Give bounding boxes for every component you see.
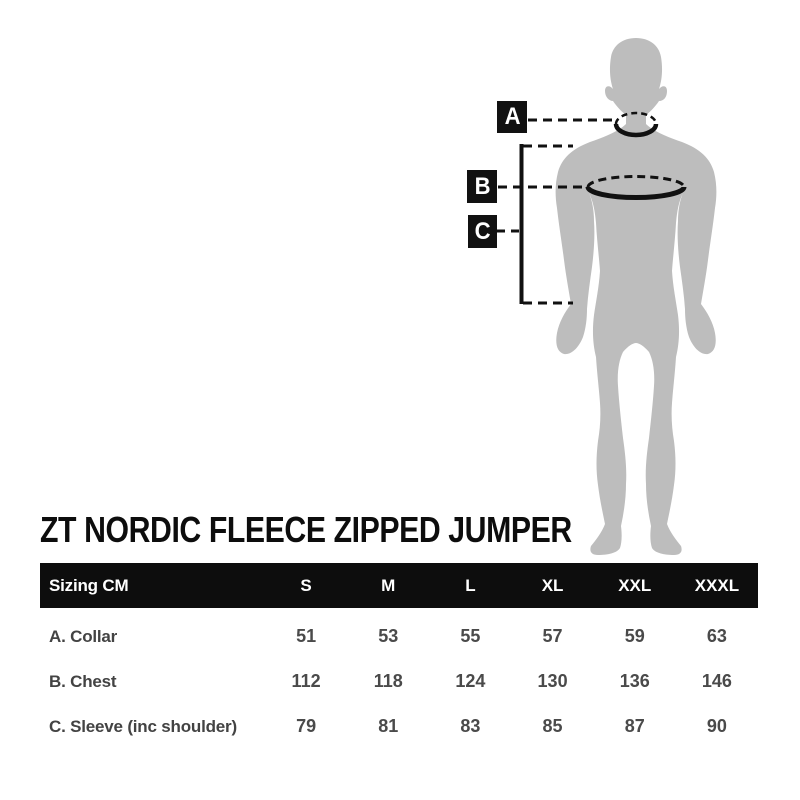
measurement-letter: B	[474, 172, 490, 200]
column-header-xxl: XXL	[618, 575, 652, 595]
column-header-sizing-cm: Sizing CM	[49, 575, 129, 595]
size-value: 79	[296, 716, 317, 736]
size-value: 146	[701, 671, 732, 691]
measurement-letter: C	[474, 217, 491, 245]
size-value: 53	[378, 626, 399, 646]
size-value: 112	[291, 671, 321, 691]
sizing-table-header-row	[40, 563, 758, 608]
size-value: 118	[373, 671, 403, 691]
row-label: C. Sleeve (inc shoulder)	[49, 716, 237, 736]
table-row-chest	[40, 659, 758, 704]
measurement-label-a	[497, 101, 527, 133]
size-value: 130	[537, 671, 568, 691]
column-header-s: S	[300, 575, 312, 595]
table-row-sleeve	[40, 704, 758, 749]
size-value: 81	[378, 716, 399, 736]
size-value: 55	[460, 626, 481, 646]
size-value: 51	[296, 626, 317, 646]
sizing-table	[40, 563, 758, 749]
body-silhouette	[556, 38, 717, 555]
size-value: 63	[706, 626, 727, 646]
column-header-m: M	[381, 575, 396, 595]
size-value: 136	[619, 671, 650, 691]
table-row-collar	[40, 614, 758, 659]
size-value: 87	[624, 716, 645, 736]
sizing-table-body	[40, 614, 758, 749]
row-label: A. Collar	[49, 626, 118, 646]
column-header-xl: XL	[541, 575, 564, 595]
measurement-letter: A	[504, 103, 520, 130]
page-title: ZT NORDIC FLEECE ZIPPED JUMPER	[40, 509, 572, 550]
size-value: 124	[455, 671, 486, 691]
size-value: 85	[542, 716, 563, 736]
size-value: 90	[706, 716, 727, 736]
size-value: 59	[624, 626, 645, 646]
column-header-xxxl: XXXL	[694, 575, 740, 595]
measurement-label-b	[467, 170, 497, 203]
measurement-label-c	[468, 215, 497, 248]
column-header-l: L	[465, 575, 476, 595]
row-label: B. Chest	[49, 671, 117, 691]
size-value: 57	[542, 626, 563, 646]
size-value: 83	[460, 716, 481, 736]
